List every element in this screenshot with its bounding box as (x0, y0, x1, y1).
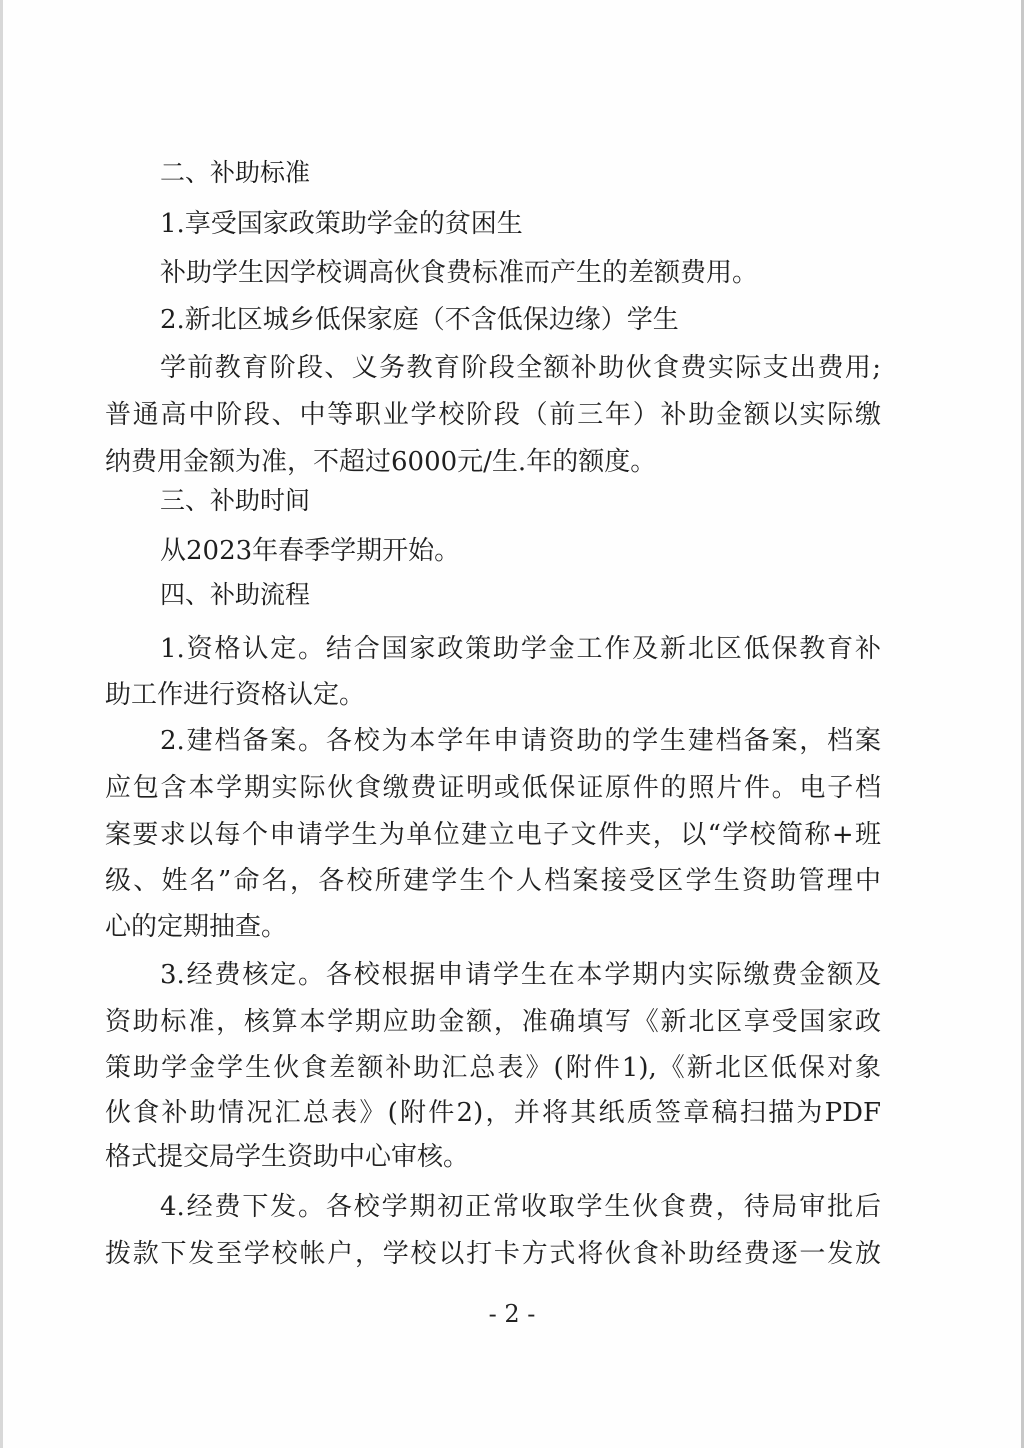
section-heading: 四、补助流程 (160, 580, 311, 609)
text-line: 普通高中阶段、中等职业学校阶段（前三年）补助金额以实际缴 (105, 400, 881, 430)
text-line: 2.建档备案。各校为本学年申请资助的学生建档备案，档案 (160, 726, 881, 756)
text-line: 补助学生因学校调高伙食费标准而产生的差额费用。 (160, 258, 759, 288)
text-line: 助工作进行资格认定。 (105, 680, 366, 710)
text-line: 格式提交局学生资助中心审核。 (105, 1142, 470, 1172)
text-line: 资助标准，核算本学期应助金额，准确填写《新北区享受国家政 (105, 1007, 881, 1037)
text-line: 1.资格认定。结合国家政策助学金工作及新北区低保教育补 (160, 634, 881, 664)
text-line: 心的定期抽查。 (105, 912, 288, 942)
text-line: 从2023年春季学期开始。 (160, 536, 461, 566)
page-number: - 2 - (488, 1300, 536, 1328)
scan-edge-left (0, 0, 3, 1448)
text-line: 学前教育阶段、义务教育阶段全额补助伙食费实际支出费用; (160, 353, 881, 383)
text-line: 策助学金学生伙食差额补助汇总表》(附件1),《新北区低保对象 (105, 1053, 881, 1083)
text-line: 案要求以每个申请学生为单位建立电子文件夹，以“学校简称+班 (105, 820, 881, 850)
text-line: 纳费用金额为准，不超过6000元/生.年的额度。 (105, 447, 657, 477)
text-line: 应包含本学期实际伙食缴费证明或低保证原件的照片件。电子档 (105, 773, 881, 803)
section-heading: 三、补助时间 (160, 486, 311, 515)
text-line: 级、姓名”命名，各校所建学生个人档案接受区学生资助管理中 (105, 866, 881, 896)
text-line: 4.经费下发。各校学期初正常收取学生伙食费，待局审批后 (160, 1192, 881, 1222)
text-line: 2.新北区城乡低保家庭（不含低保边缘）学生 (160, 305, 679, 335)
text-line: 伙食补助情况汇总表》(附件2)，并将其纸质签章稿扫描为PDF (105, 1098, 881, 1128)
section-heading: 二、补助标准 (160, 158, 311, 187)
text-line: 1.享受国家政策助学金的贫困生 (160, 209, 523, 239)
text-line: 3.经费核定。各校根据申请学生在本学期内实际缴费金额及 (160, 960, 881, 990)
text-line: 拨款下发至学校帐户，学校以打卡方式将伙食补助经费逐一发放 (105, 1239, 881, 1269)
